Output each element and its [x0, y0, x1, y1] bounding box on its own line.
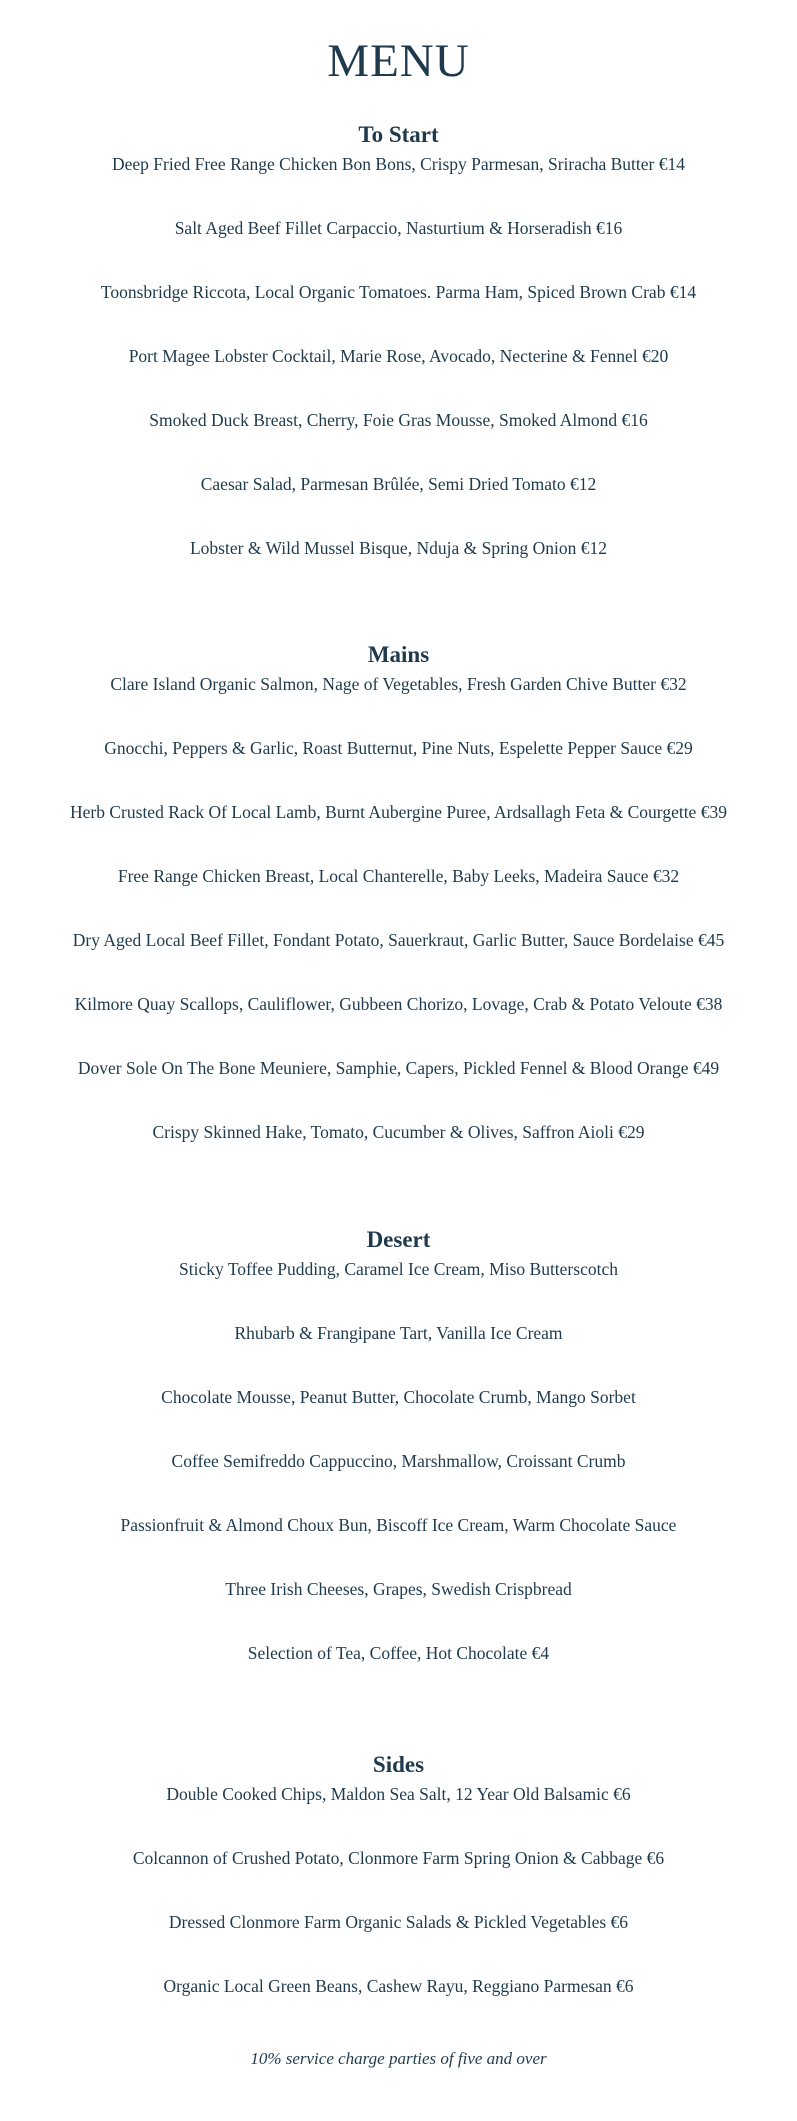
menu-item-list [0, 1780, 797, 2014]
menu-item: Selection of Tea, Coffee, Hot Chocolate €4 [247, 1643, 550, 1663]
menu-item: Dry Aged Local Beef Fillet, Fondant Potato, Sauerkraut, Garlic Butter, Sauce Bordelaise €45 [72, 930, 725, 950]
menu-item: Lobster & Wild Mussel Bisque, Nduja & Spring Onion €12 [189, 538, 608, 558]
menu-item: Herb Crusted Rack Of Local Lamb, Burnt Aubergine Puree, Ardsallagh Feta & Courgette €39 [70, 802, 727, 822]
menu-section-mains [0, 640, 797, 1160]
section-heading: Sides [372, 1752, 425, 1777]
menu-item: Coffee Semifreddo Cappuccino, Marshmallow, Croissant Crumb [171, 1451, 626, 1471]
menu-item: Port Magee Lobster Cocktail, Marie Rose, Avocado, Necterine & Fennel €20 [128, 346, 669, 366]
page-title: MENU [327, 35, 470, 87]
menu-item: Deep Fried Free Range Chicken Bon Bons, Crispy Parmesan, Sriracha Butter €14 [111, 154, 685, 174]
menu-item: Colcannon of Crushed Potato, Clonmore Farm Spring Onion & Cabbage €6 [132, 1848, 665, 1868]
menu-item: Clare Island Organic Salmon, Nage of Vegetables, Fresh Garden Chive Butter €32 [110, 674, 687, 694]
menu-item: Toonsbridge Riccota, Local Organic Tomatoes. Parma Ham, Spiced Brown Crab €14 [100, 282, 697, 302]
menu-item: Rhubarb & Frangipane Tart, Vanilla Ice Cream [234, 1323, 563, 1343]
menu-section-to-start [0, 120, 797, 576]
menu-item: Salt Aged Beef Fillet Carpaccio, Nasturtium & Horseradish €16 [174, 218, 623, 238]
menu-item: Passionfruit & Almond Choux Bun, Biscoff Ice Cream, Warm Chocolate Sauce [120, 1515, 677, 1535]
menu-item: Dressed Clonmore Farm Organic Salads & Pickled Vegetables €6 [168, 1912, 629, 1932]
menu-item-list [0, 670, 797, 1160]
menu-item-list [0, 150, 797, 576]
menu-item: Caesar Salad, Parmesan Brûlée, Semi Dried Tomato €12 [200, 474, 597, 494]
menu-item: Chocolate Mousse, Peanut Butter, Chocolate Crumb, Mango Sorbet [161, 1387, 636, 1407]
menu-item: Organic Local Green Beans, Cashew Rayu, Reggiano Parmesan €6 [163, 1976, 634, 1996]
menu-item: Crispy Skinned Hake, Tomato, Cucumber & Olives, Saffron Aioli €29 [152, 1122, 645, 1142]
menu-item: Gnocchi, Peppers & Garlic, Roast Butternut, Pine Nuts, Espelette Pepper Sauce €29 [104, 738, 693, 758]
section-heading: To Start [358, 122, 439, 147]
menu-item: Smoked Duck Breast, Cherry, Foie Gras Mousse, Smoked Almond €16 [149, 410, 648, 430]
menu-item: Dover Sole On The Bone Meuniere, Samphie, Capers, Pickled Fennel & Blood Orange €49 [77, 1058, 720, 1078]
menu-item: Double Cooked Chips, Maldon Sea Salt, 12 Year Old Balsamic €6 [166, 1784, 631, 1804]
section-heading: Desert [366, 1227, 431, 1252]
menu-item: Free Range Chicken Breast, Local Chanterelle, Baby Leeks, Madeira Sauce €32 [117, 866, 680, 886]
menu-item-list [0, 1255, 797, 1681]
menu-item: Kilmore Quay Scallops, Cauliflower, Gubbeen Chorizo, Lovage, Crab & Potato Veloute €38 [74, 994, 723, 1014]
menu-item: Sticky Toffee Pudding, Caramel Ice Cream, Miso Butterscotch [179, 1259, 618, 1279]
menu-item: Three Irish Cheeses, Grapes, Swedish Crispbread [225, 1579, 572, 1599]
menu-section-sides [0, 1750, 797, 2014]
menu-sections [0, 120, 797, 2014]
service-charge-note: 10% service charge parties of five and over [250, 2049, 547, 2068]
section-heading: Mains [367, 642, 430, 667]
menu-section-desert [0, 1225, 797, 1681]
